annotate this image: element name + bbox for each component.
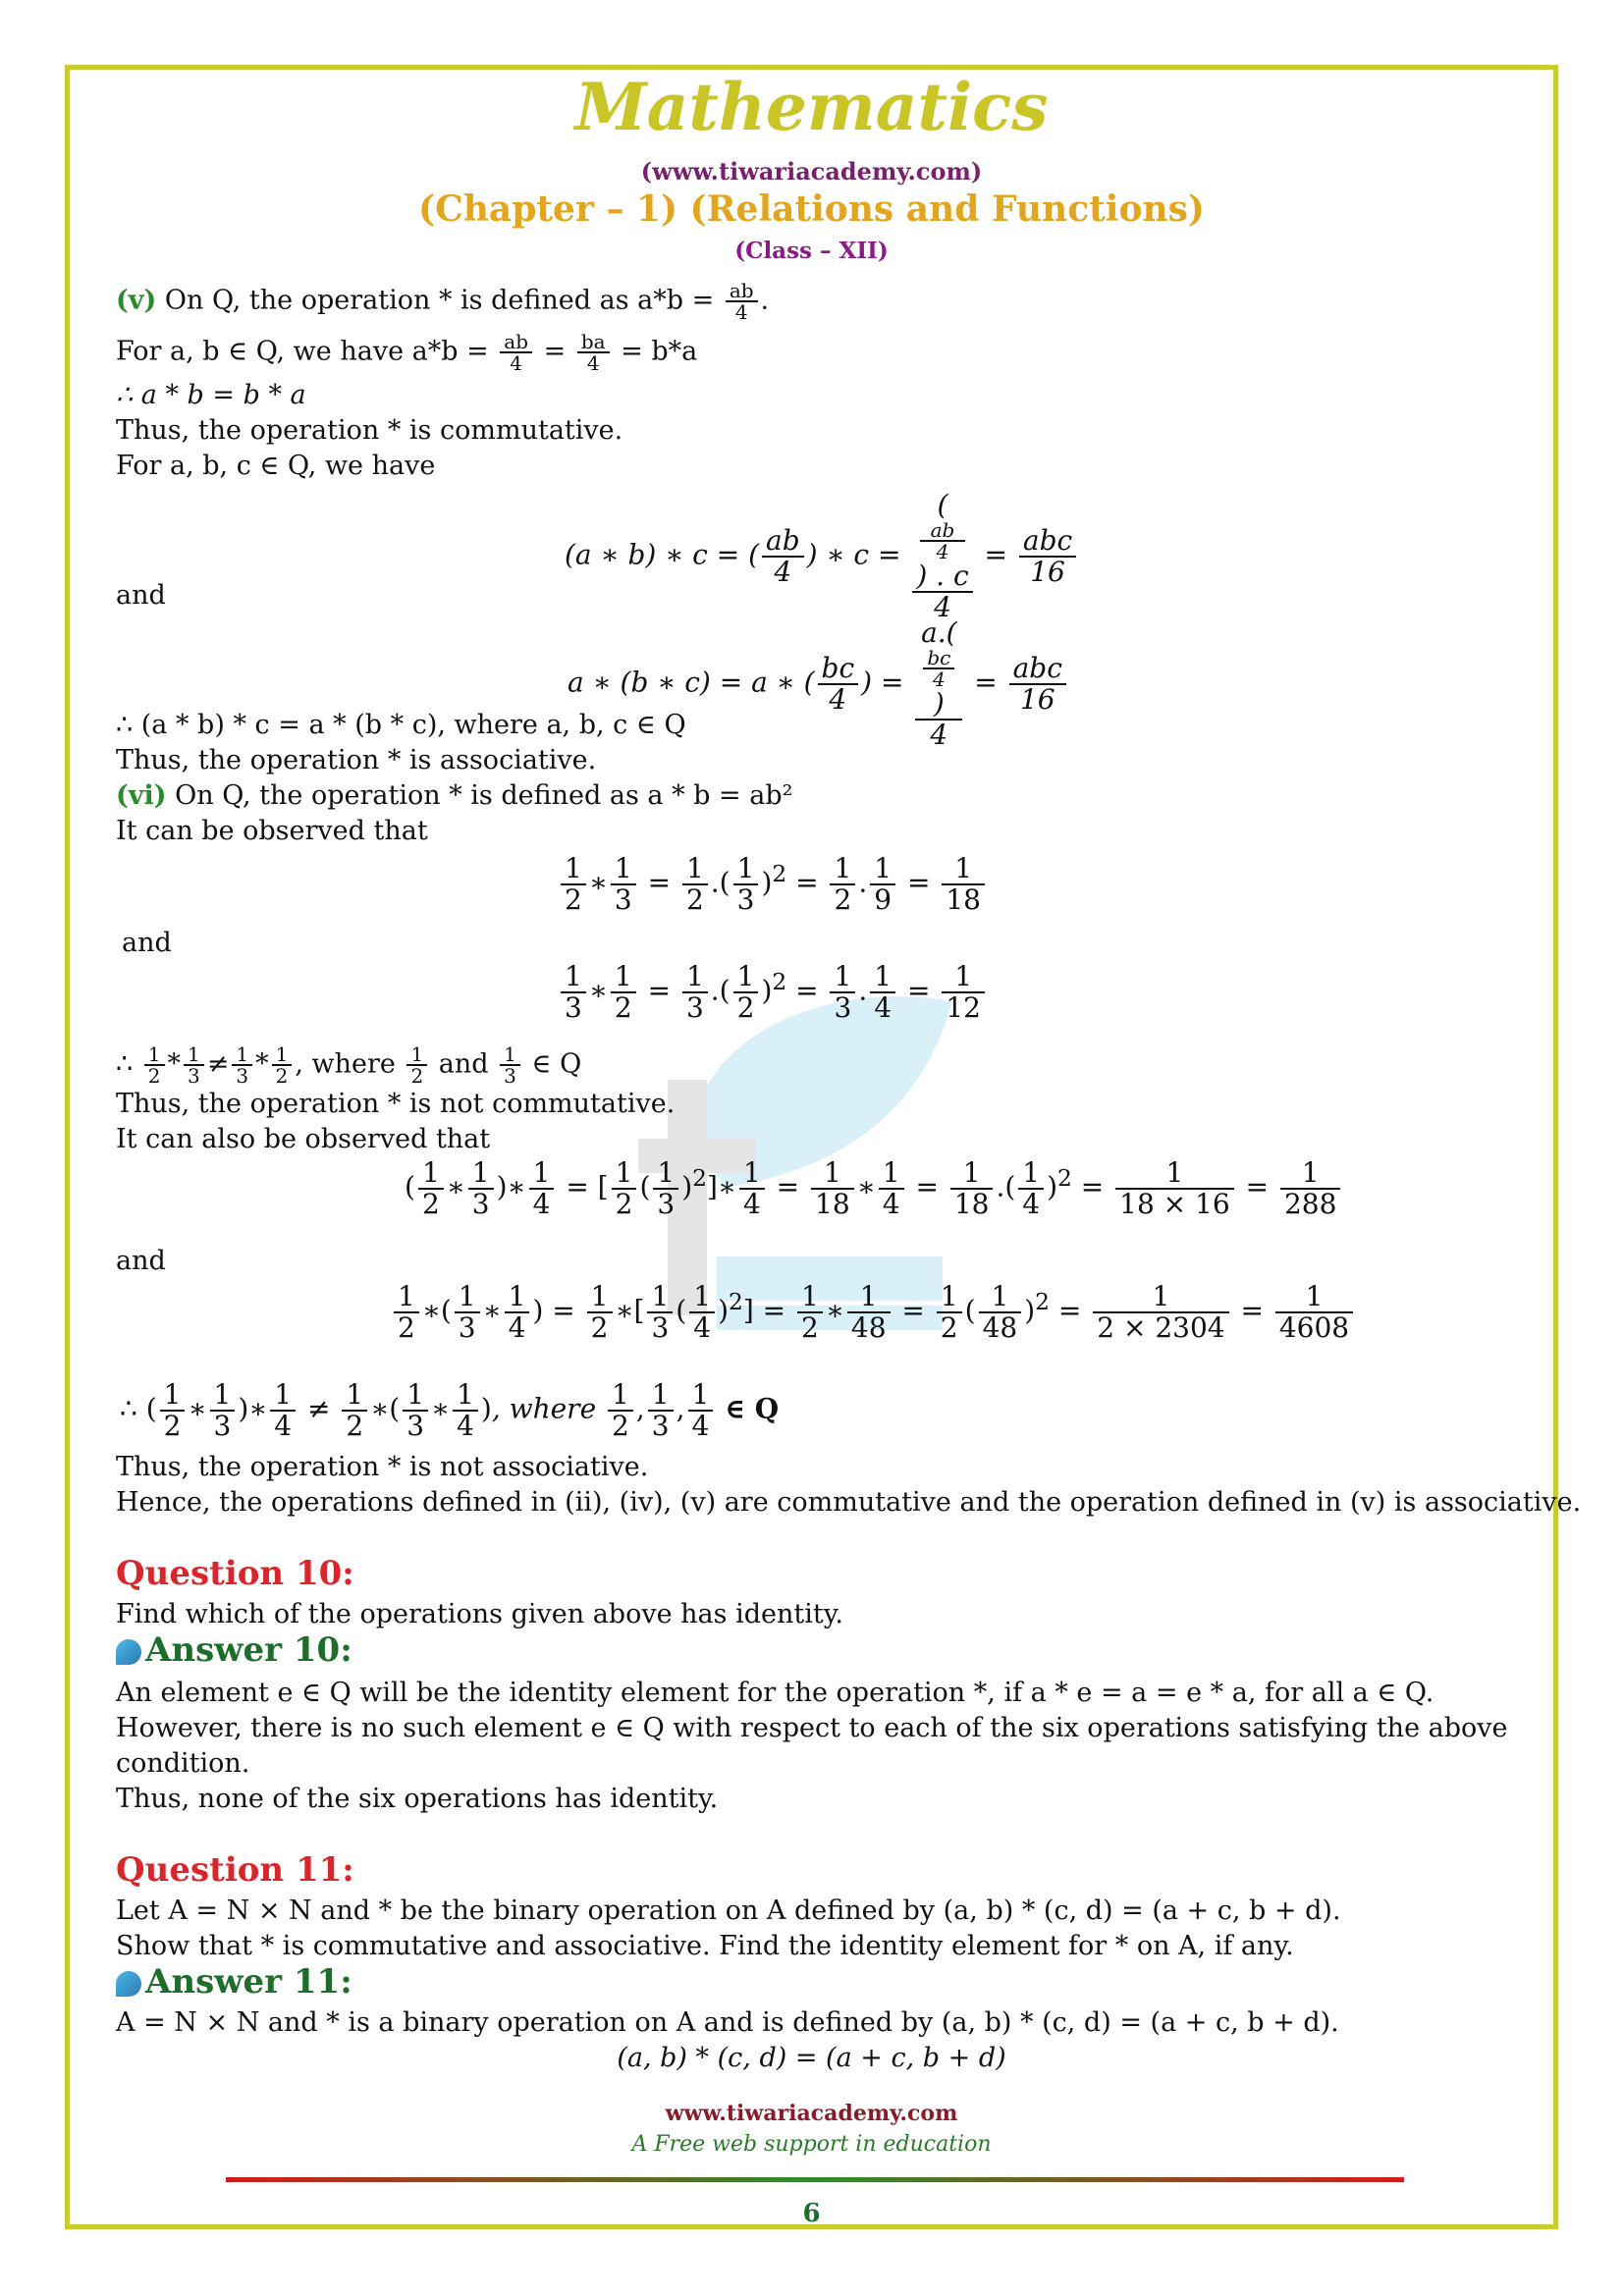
part-vi-and2: and	[116, 1246, 166, 1276]
footer-tagline: A Free web support in education	[631, 2132, 992, 2157]
part-vi-line4: Thus, the operation * is not commutative.	[116, 1089, 676, 1119]
part-v-line2: For a, b ∈ Q, we have a*b = $\frac{ab}{4}$ = $\frac{ba}{4}$ = b*a	[116, 330, 698, 375]
equation-vi-4: $\frac{1}{2}$ ∗( $\frac{1}{3}$ ∗ $\frac{1}{4}$ ) = $\frac{1}{2}$ ∗[ $\frac{1}{3}$ ( $\frac{1}{4}$ )$^2$] = $\frac{1}{2}$ ∗ $\frac{1}{48}$ = $\frac{1}{2}$ ( $\frac{1}{48}$ )$^2$ = $\frac{1}{2 \times 2304}$ = $\frac{1}{4608}$	[391, 1282, 1356, 1343]
footer-divider	[226, 2177, 1404, 2182]
page-number: 6	[802, 2199, 821, 2228]
equation-vi-5: ∴ ( $\frac{1}{2}$ ∗ $\frac{1}{3}$ )∗ $\frac{1}{4}$ ≠ $\frac{1}{2}$ ∗( $\frac{1}{3}$ ∗ $\frac{1}{4}$ ), where $\frac{1}{2}$ , $\frac{1}{3}$ , $\frac{1}{4}$ ∈ Q	[120, 1378, 780, 1442]
part-v-line4: Thus, the operation * is commutative.	[116, 415, 623, 446]
class-label: (Class – XII)	[734, 238, 889, 264]
part-vi-line1: (vi) On Q, the operation * is defined as a * b = ab²	[116, 780, 793, 811]
page-title: Mathematics	[574, 69, 1049, 145]
part-v-line5: For a, b, c ∈ Q, we have	[116, 451, 436, 481]
part-vi-line3: ∴ $\frac{1}{2}$ * $\frac{1}{3}$ ≠ $\frac{1}{3}$ * $\frac{1}{2}$ , where $\frac{1}{2}$ and $\frac{1}{3}$ ∈ Q	[116, 1042, 582, 1088]
part-vi-line6: Thus, the operation * is not associative.	[116, 1452, 649, 1482]
equation-vi-1: $\frac{1}{2}$ ∗ $\frac{1}{3}$ = $\frac{1}{2}$ .( $\frac{1}{3}$ )$^2$ = $\frac{1}{2}$ . $\frac{1}{9}$ = $\frac{1}{18}$	[558, 854, 988, 915]
part-vi-line5: It can also be observed that	[116, 1124, 491, 1154]
equation-v-2: a ∗ (b ∗ c) = a ∗ ( $\frac{bc}{4}$ ) = a.( bc 4 ) 4 = abc 16	[568, 618, 1069, 750]
footer-url: www.tiwariacademy.com	[665, 2101, 958, 2126]
equation-vi-2: $\frac{1}{3}$ ∗ $\frac{1}{2}$ = $\frac{1}{3}$ .( $\frac{1}{2}$ )$^2$ = $\frac{1}{3}$ . $\frac{1}{4}$ = $\frac{1}{12}$	[558, 962, 988, 1023]
part-v-line6: ∴ (a * b) * c = a * (b * c), where a, b, c ∈ Q	[116, 710, 686, 740]
answer-icon	[116, 1971, 141, 1997]
part-vi-and1: and	[122, 928, 172, 958]
part-v-line1: (v) On Q, the operation * is defined as a*b = $\frac{ab}{4}$ .	[116, 279, 770, 324]
answer-10-line1: An element e ∈ Q will be the identity element for the operation *, if a * e = a = e * a, for all a ∈ Q.	[116, 1678, 1434, 1708]
question-11-line2: Show that * is commutative and associative. Find the identity element for * on A, if any.	[116, 1931, 1294, 1961]
chapter-title: (Chapter – 1) (Relations and Functions)	[418, 188, 1205, 230]
part-v-line3: ∴ a * b = b * a	[116, 380, 306, 410]
answer-11-title: Answer 11:	[116, 1965, 352, 1999]
answer-icon	[116, 1639, 141, 1665]
question-10-text: Find which of the operations given above has identity.	[116, 1599, 843, 1629]
equation-v-1: (a ∗ b) ∗ c = ( $\frac{ab}{4}$ ) ∗ c = ( ab 4 ) . c 4 = abc 16	[565, 491, 1079, 622]
header-url: (www.tiwariacademy.com)	[640, 157, 983, 186]
answer-10-line2: However, there is no such element e ∈ Q with respect to each of the six operations satisfying the above	[116, 1713, 1508, 1743]
answer-11-line1: A = N × N and * is a binary operation on A and is defined by (a, b) * (c, d) = (a + c, b + d).	[116, 2007, 1339, 2038]
equation-vi-3: ( $\frac{1}{2}$ ∗ $\frac{1}{3}$ )∗ $\frac{1}{4}$ = [ $\frac{1}{2}$ ( $\frac{1}{3}$ )$^2$]∗ $\frac{1}{4}$ = $\frac{1}{18}$ ∗ $\frac{1}{4}$ = $\frac{1}{18}$ .( $\frac{1}{4}$ )$^2$ = $\frac{1}{18 \times 16}$ = $\frac{1}{288}$	[405, 1158, 1343, 1219]
question-11-title: Question 11:	[116, 1850, 354, 1890]
part-v-line7: Thus, the operation * is associative.	[116, 745, 597, 775]
answer-10-title: Answer 10:	[116, 1633, 352, 1667]
part-v-and: and	[116, 580, 166, 611]
answer-10-line3: condition.	[116, 1748, 250, 1779]
part-vi-line7: Hence, the operations defined in (ii), (iv), (v) are commutative and the operation defined in (v) is associative.	[116, 1487, 1582, 1518]
answer-11-line2: (a, b) * (c, d) = (a + c, b + d)	[617, 2043, 1006, 2073]
question-11-line1: Let A = N × N and * be the binary operation on A defined by (a, b) * (c, d) = (a + c, b + d).	[116, 1896, 1341, 1926]
question-10-title: Question 10:	[116, 1554, 354, 1593]
part-vi-line2: It can be observed that	[116, 816, 428, 846]
answer-10-line4: Thus, none of the six operations has identity.	[116, 1784, 719, 1814]
